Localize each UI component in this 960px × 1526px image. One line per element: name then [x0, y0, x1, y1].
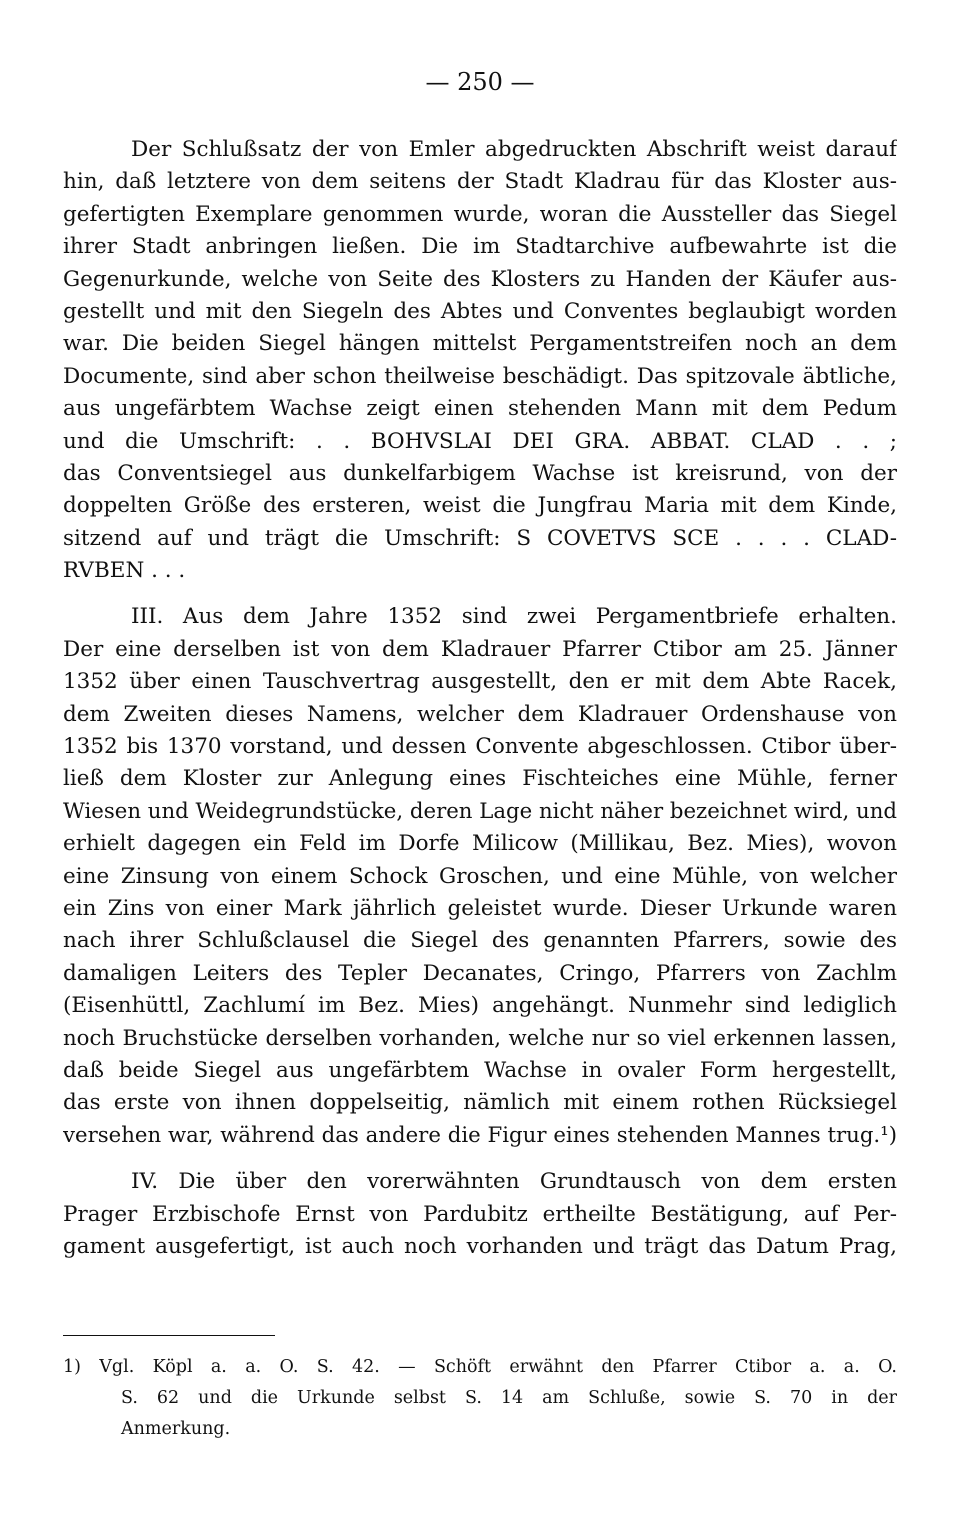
text-line: erhielt dagegen ein Feld im Dorfe Milicow (Millikau, Bez. Mies), wovon — [63, 831, 897, 857]
text-line: gestellt und mit den Siegeln des Abtes und Conventes beglaubigt worden — [63, 298, 897, 324]
text-line: doppelten Größe des ersteren, weist die Jungfrau Maria mit dem Kinde, — [63, 493, 897, 519]
text-line: noch Bruchstücke derselben vorhanden, welche nur so viel erkennen lassen, — [63, 1025, 897, 1051]
footnote-line: 1) Vgl. Köpl a. a. O. S. 42. — Schöft erwähnt den Pfarrer Ctibor a. a. O. — [63, 1357, 897, 1377]
text-line: das Conventsiegel aus dunkelfarbigem Wachse ist kreisrund, von der — [63, 460, 897, 486]
text-line: (Eisenhüttl, Zachlumí im Bez. Mies) angehängt. Nunmehr sind lediglich — [63, 993, 897, 1019]
text-line: Documente, sind aber schon theilweise beschädigt. Das spitzovale äbtliche, — [63, 363, 897, 389]
paragraph-2 — [63, 601, 897, 1152]
text-line: 1352 über einen Tauschvertrag ausgestellt, den er mit dem Abte Racek, — [63, 669, 897, 695]
footnote-divider — [63, 1335, 275, 1336]
footnote-line: Anmerkung. — [121, 1419, 231, 1439]
text-line: nach ihrer Schlußclausel die Siegel des genannten Pfarrers, sowie des — [63, 928, 897, 954]
body-text — [63, 134, 897, 1263]
text-line: eine Zinsung von einem Schock Groschen, und eine Mühle, von welcher — [63, 863, 897, 889]
text-line: IV. Die über den vorerwähnten Grundtausch von dem ersten — [131, 1169, 897, 1195]
text-line: gament ausgefertigt, ist auch noch vorhanden und trägt das Datum Prag, — [63, 1233, 897, 1259]
paragraph-3 — [63, 1166, 897, 1263]
text-line: Prager Erzbischofe Ernst von Pardubitz ertheilte Bestätigung, auf Per- — [63, 1201, 897, 1227]
text-line: sitzend auf und trägt die Umschrift: S COVETVS SCE . . . . CLAD- — [63, 525, 897, 551]
text-line: aus ungefärbtem Wachse zeigt einen stehenden Mann mit dem Pedum — [63, 396, 897, 422]
footnote-line: S. 62 und die Urkunde selbst S. 14 am Schluße, sowie S. 70 in der — [121, 1388, 897, 1408]
paragraph-1 — [63, 134, 897, 587]
text-line: Wiesen und Weidegrundstücke, deren Lage nicht näher bezeichnet wird, und — [63, 798, 897, 824]
text-line: ließ dem Kloster zur Anlegung eines Fischteiches eine Mühle, ferner — [63, 766, 897, 792]
text-line: war. Die beiden Siegel hängen mittelst Pergamentstreifen noch an dem — [63, 331, 897, 357]
footnotes — [63, 1352, 897, 1445]
text-line: Der Schlußsatz der von Emler abgedruckten Abschrift weist darauf — [131, 137, 897, 162]
text-line: RVBEN . . . — [63, 558, 186, 584]
page-number: — 250 — — [425, 68, 535, 96]
text-line: das erste von ihnen doppelseitig, nämlich mit einem rothen Rücksiegel — [63, 1090, 897, 1116]
text-line: III. Aus dem Jahre 1352 sind zwei Pergamentbriefe erhalten. — [131, 604, 897, 630]
text-line: gefertigten Exemplare genommen wurde, woran die Aussteller das Siegel — [63, 201, 897, 227]
paragraph-gap — [63, 587, 897, 601]
text-line: 1352 bis 1370 vorstand, und dessen Convente abgeschlossen. Ctibor über- — [63, 734, 897, 760]
text-line: ein Zins von einer Mark jährlich geleistet wurde. Dieser Urkunde waren — [63, 895, 897, 921]
text-line: ihrer Stadt anbringen ließen. Die im Stadtarchive aufbewahrte ist die — [63, 234, 897, 260]
text-line: damaligen Leiters des Tepler Decanates, Cringo, Pfarrers von Zachlm — [63, 960, 897, 986]
text-line: Gegenurkunde, welche von Seite des Klosters zu Handen der Käufer aus- — [63, 266, 897, 292]
text-line: und die Umschrift: . . BOHVSLAI DEI GRA. ABBAT. CLAD . . ; — [63, 428, 897, 454]
text-line: daß beide Siegel aus ungefärbtem Wachse in ovaler Form hergestellt, — [63, 1057, 897, 1083]
text-line: hin, daß letztere von dem seitens der Stadt Kladrau für das Kloster aus- — [63, 169, 897, 195]
text-line: Der eine derselben ist von dem Kladrauer Pfarrer Ctibor am 25. Jänner — [63, 636, 897, 662]
text-line: versehen war, während das andere die Figur eines stehenden Mannes trug.¹) — [63, 1122, 897, 1148]
paragraph-gap — [63, 1152, 897, 1166]
text-line: dem Zweiten dieses Namens, welcher dem Kladrauer Ordenshause von — [63, 701, 897, 727]
